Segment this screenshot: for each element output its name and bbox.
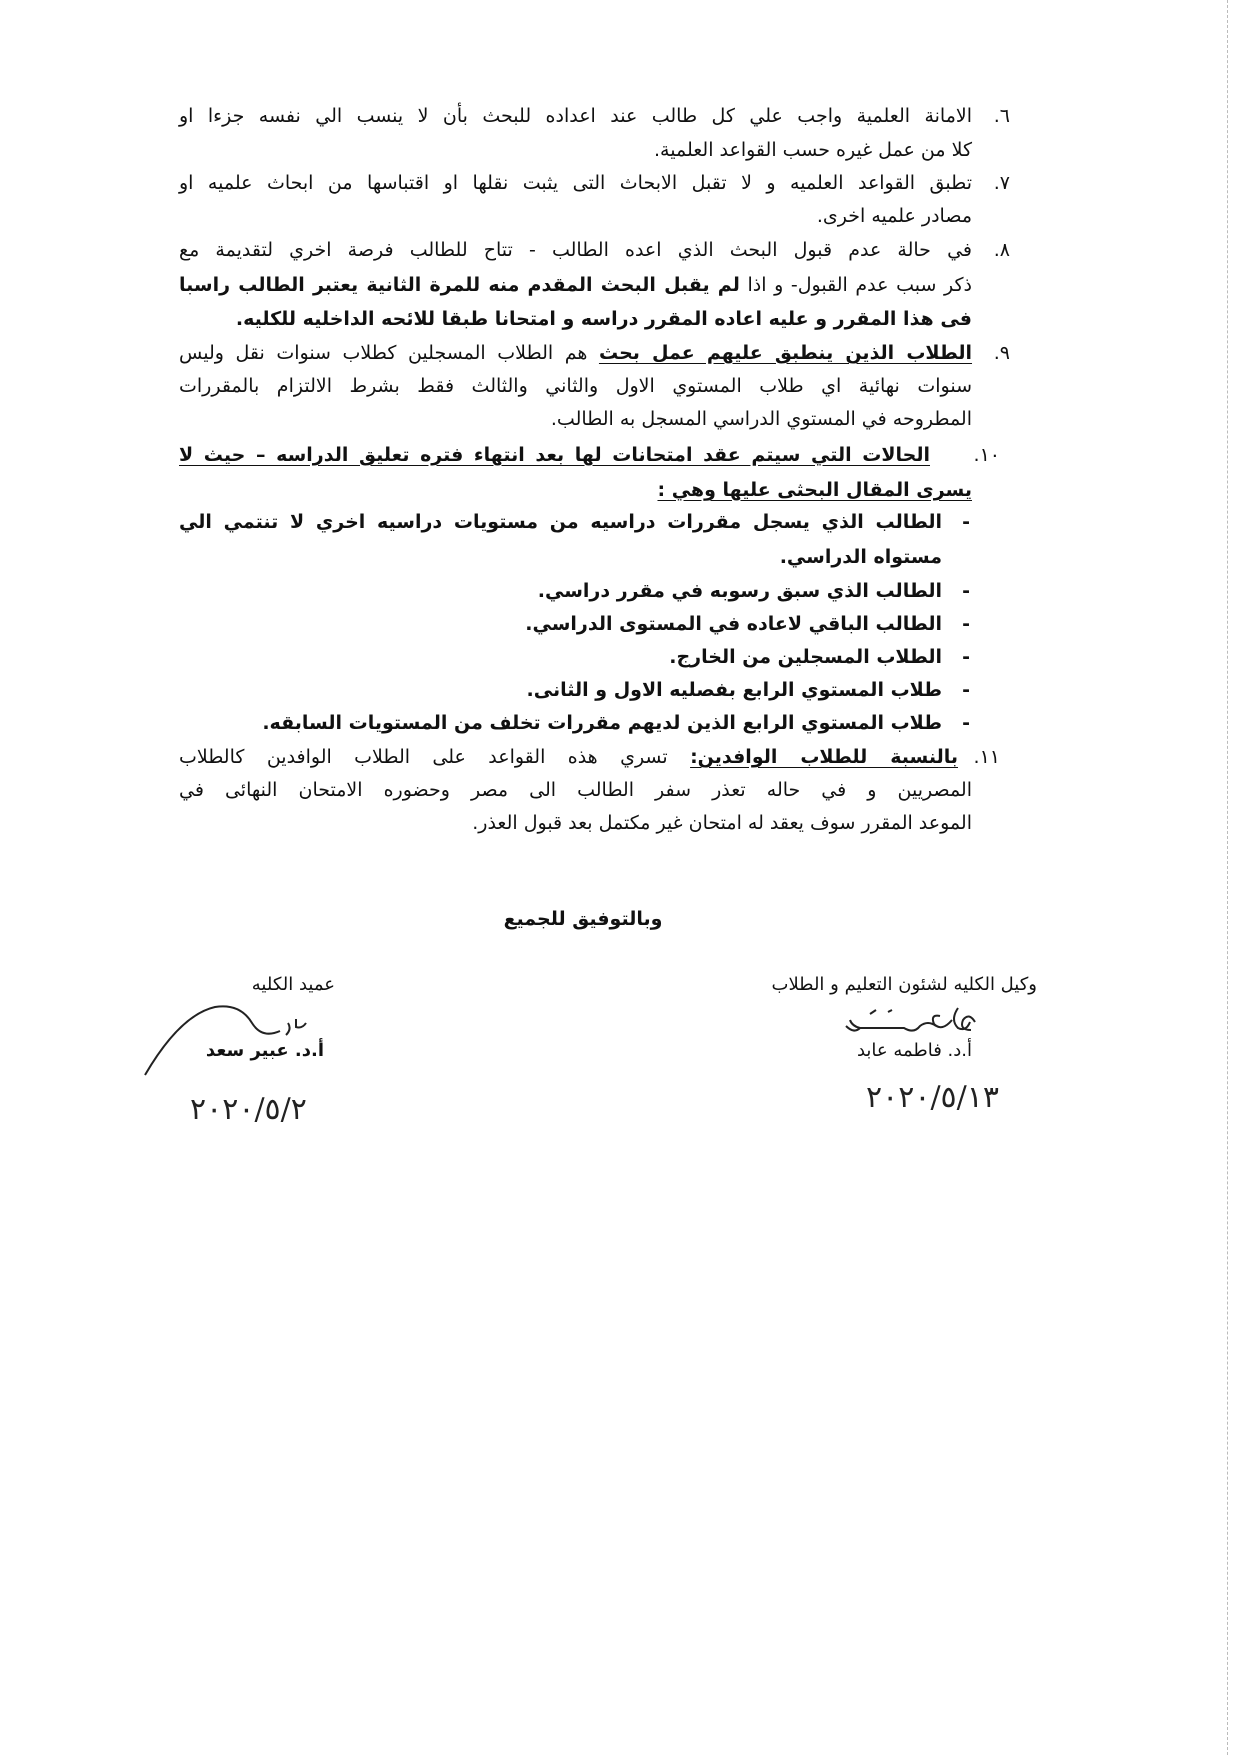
item-line: تطبق القواعد العلميه و لا تقبل الابحاث التى يثبت نقلها او اقتباسها من ابحاث علميه او	[179, 172, 972, 194]
bullet-line: مستواه الدراسي.	[779, 546, 942, 568]
item-line	[179, 741, 958, 774]
bullet-line: الطالب الباقي لاعاده في المستوى الدراسي.	[525, 613, 942, 635]
item-number: ١١.	[973, 746, 1000, 768]
signatory-title: عميد الكليه	[251, 974, 335, 995]
bullet-line: طلاب المستوي الرابع الذين لديهم مقررات تخلف من المستويات السابقه.	[262, 712, 942, 734]
bullet-marker: -	[962, 511, 970, 533]
item-line: الموعد المقرر سوف يعقد له امتحان غير مكتمل بعد قبول العذر.	[472, 812, 972, 834]
bullet-line: الطالب الذي سبق رسوبه في مقرر دراسي.	[537, 580, 942, 602]
item-line: سنوات نهائية اي طلاب المستوي الاول والثاني والثالث فقط بشرط الالتزام بالمقررات	[179, 375, 972, 397]
closing-text: وبالتوفيق للجميع	[503, 908, 663, 930]
item-bold-text: لم يقبل البحث المقدم منه للمرة الثانية يعتبر الطالب راسبا	[179, 274, 740, 296]
item-number: ٧.	[993, 172, 1010, 194]
item-number: ١٠.	[973, 444, 1000, 466]
item-number: ٦.	[993, 105, 1010, 127]
item-number: ٨.	[993, 239, 1010, 261]
signatory-title: وكيل الكليه لشئون التعليم و الطلاب	[771, 974, 1037, 995]
bullet-marker: -	[962, 679, 970, 701]
item-heading: الطلاب الذين ينطبق عليهم عمل بحث	[598, 342, 973, 364]
item-heading: بالنسبة للطلاب الوافدين:	[690, 746, 958, 768]
bullet-line: الطلاب المسجلين من الخارج.	[669, 646, 942, 668]
item-line: كلا من عمل غيره حسب القواعد العلمية.	[654, 139, 972, 161]
item-line: الامانة العلمية واجب علي كل طالب عند اعداده للبحث بأن لا ينسب الي نفسه جزءا او	[179, 105, 972, 127]
bullet-marker: -	[962, 712, 970, 734]
bullet-marker: -	[962, 646, 970, 668]
item-line	[179, 269, 972, 302]
signature-image	[840, 1000, 980, 1045]
bullet-line: الطالب الذي يسجل مقررات دراسيه من مستويات دراسيه اخري لا تنتمي الي	[179, 511, 942, 533]
item-text: تسري هذه القواعد على الطلاب الوافدين كالطلاب	[179, 746, 668, 768]
handwritten-date: ٢٠٢٠/٥/١٣	[866, 1080, 1000, 1115]
bullet-marker: -	[962, 613, 970, 635]
item-number: ٩.	[993, 342, 1010, 364]
scan-edge-line	[1227, 0, 1228, 1755]
item-text: ذكر سبب عدم القبول- و اذا	[747, 274, 972, 296]
item-heading: الحالات التي سيتم عقد امتحانات لها بعد انتهاء فتره تعليق الدراسه – حيث لا	[179, 444, 930, 466]
item-line: المطروحه في المستوي الدراسي المسجل به الطالب.	[550, 408, 972, 430]
item-line: المصريين و في حاله تعذر سفر الطالب الى مصر وحضوره الامتحان النهائى في	[179, 779, 972, 801]
item-text: هم الطلاب المسجلين كطلاب سنوات نقل وليس	[179, 342, 588, 364]
bullet-line: طلاب المستوي الرابع بفصليه الاول و الثانى.	[526, 679, 942, 701]
signatory-name: أ.د. عبير سعد	[205, 1040, 324, 1061]
item-heading: يسرى المقال البحثى عليها وهي :	[657, 479, 972, 501]
signatory-name: أ.د. فاطمه عابد	[856, 1040, 972, 1061]
item-line: في حالة عدم قبول البحث الذي اعده الطالب - تتاح للطالب فرصة اخري لتقديمة مع	[179, 239, 972, 261]
item-line: مصادر علميه اخرى.	[816, 205, 972, 227]
bullet-marker: -	[962, 580, 970, 602]
item-line: فى هذا المقرر و عليه اعاده المقرر دراسه و امتحانا طبقا للائحه الداخليه للكليه.	[235, 308, 972, 330]
item-line	[179, 337, 972, 370]
handwritten-date: ٢٠٢٠/٥/٢	[190, 1092, 307, 1127]
